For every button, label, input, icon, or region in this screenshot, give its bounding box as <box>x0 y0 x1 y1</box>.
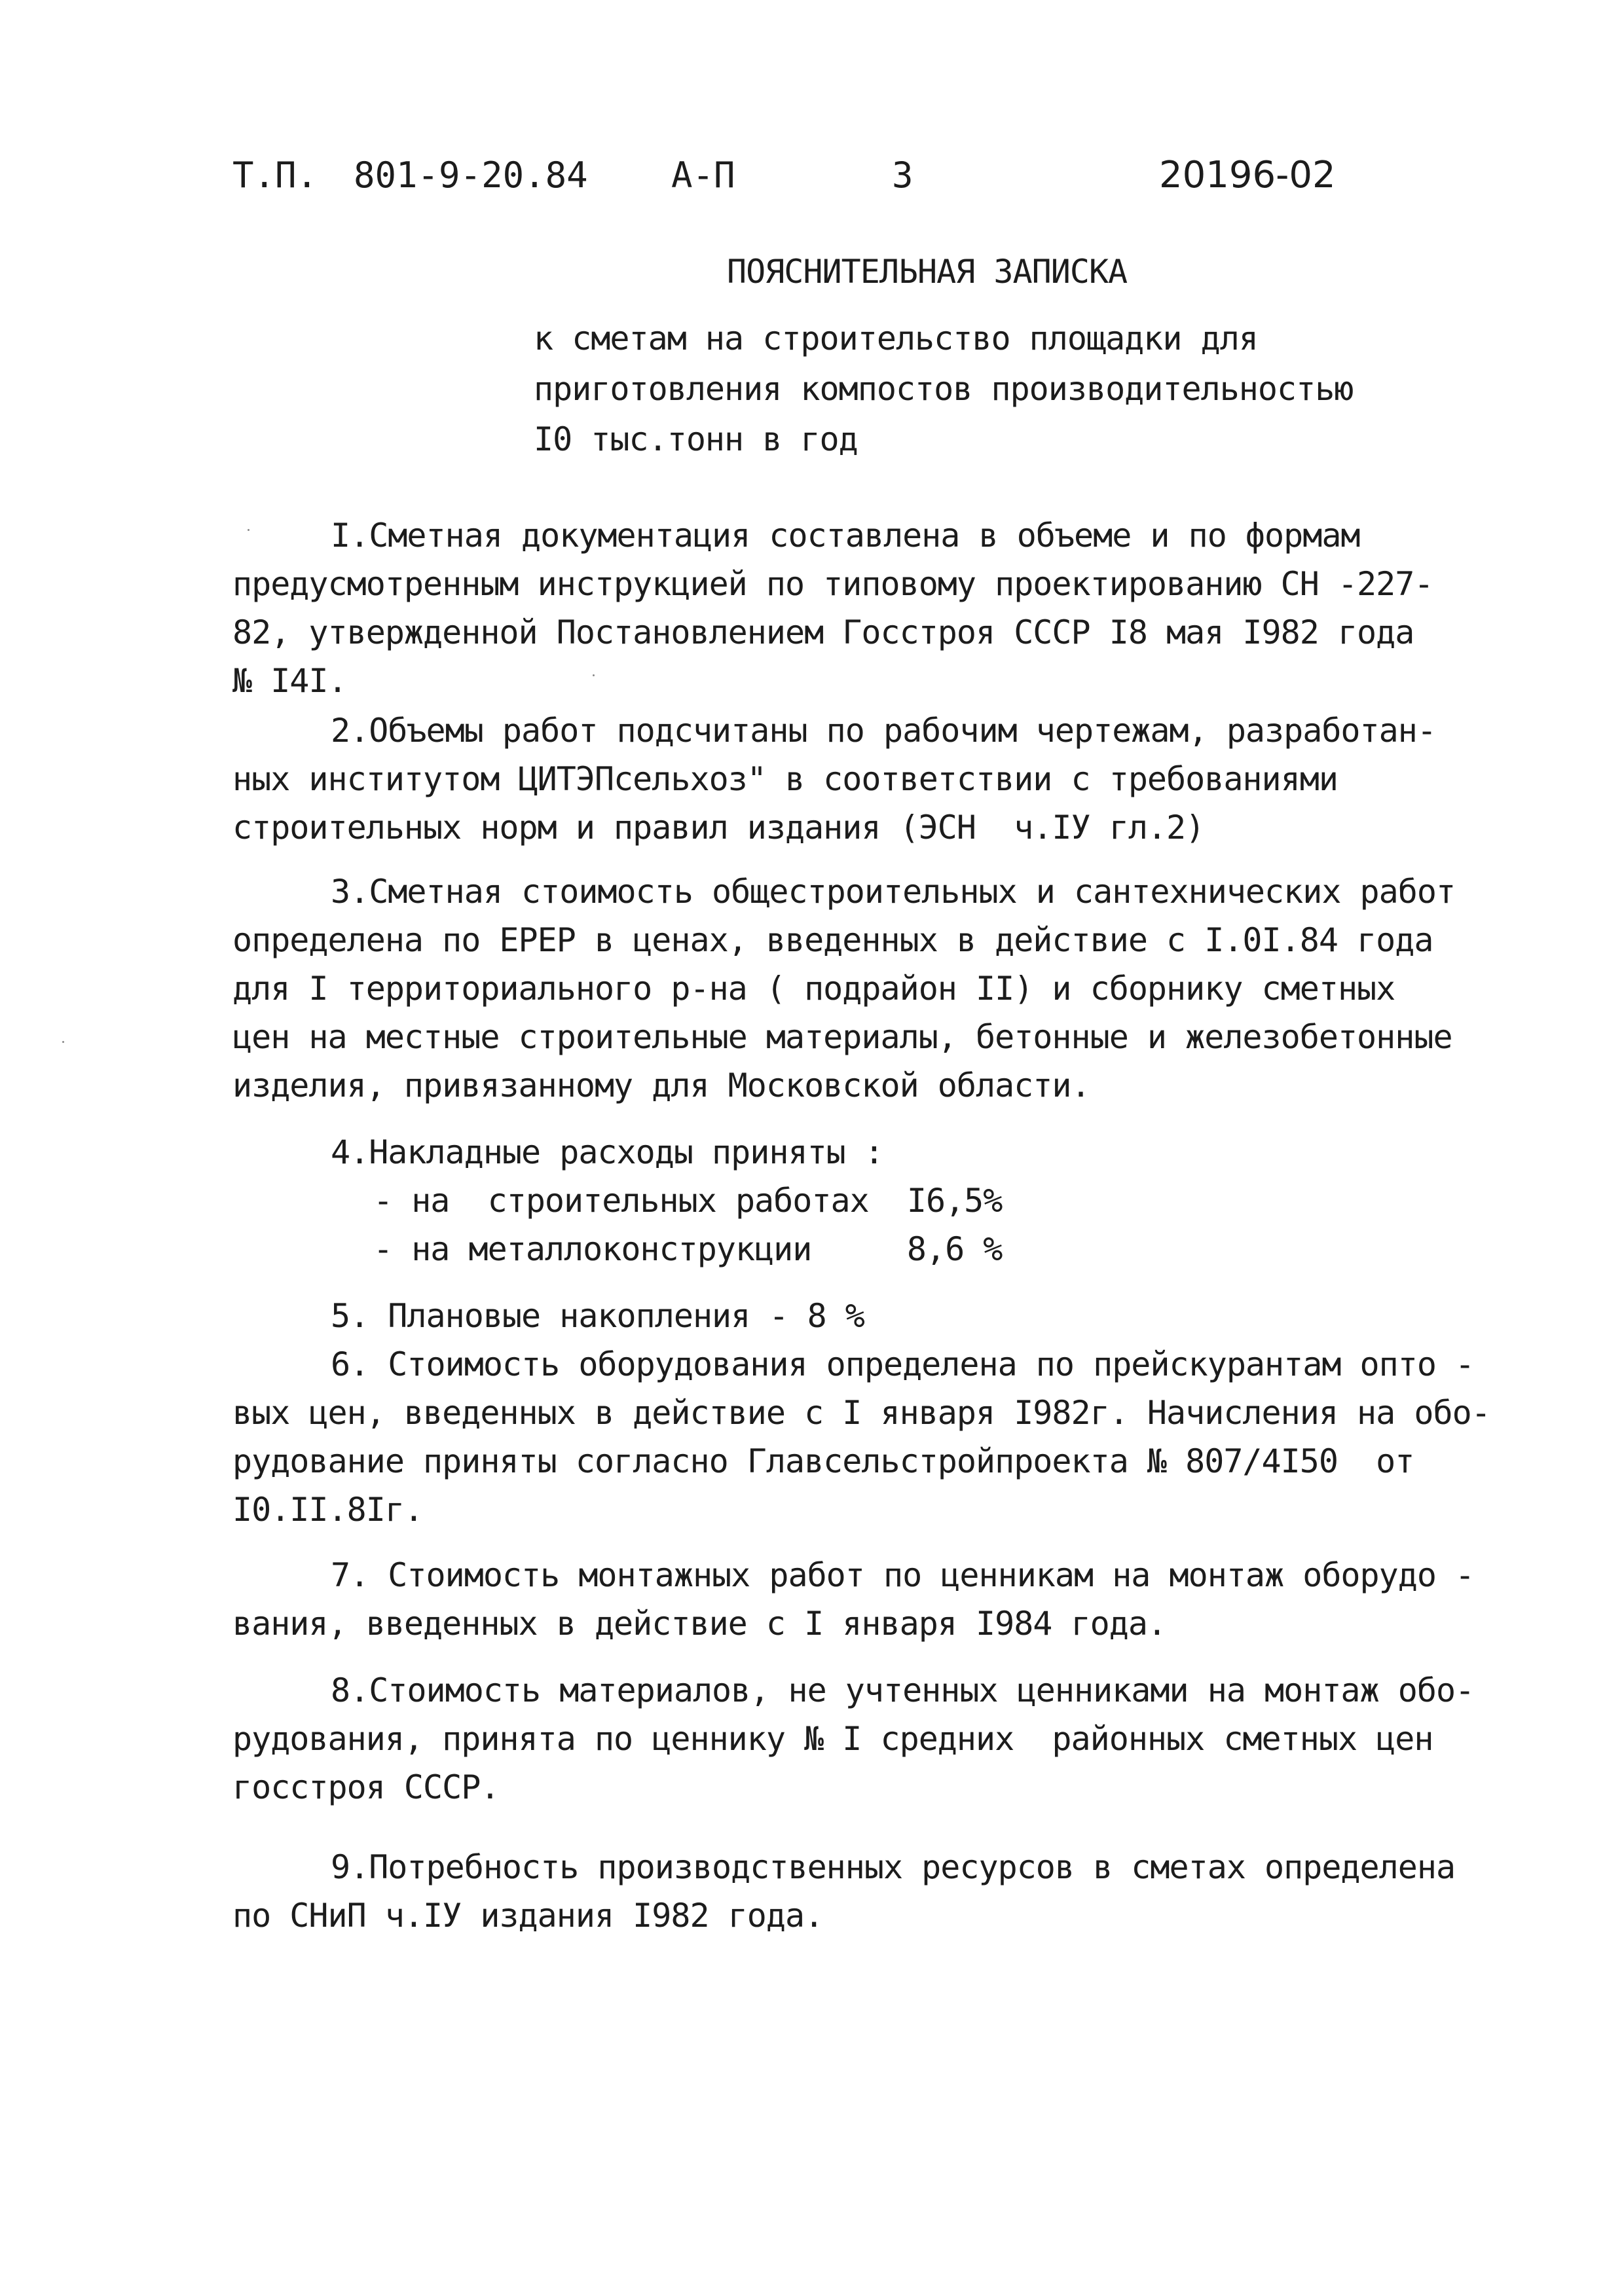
body-line: строительных норм и правил издания (ЭСН ч.IУ гл.2) <box>232 809 1205 847</box>
subtitle-line-3: I0 тыс.тонн в год <box>534 420 858 458</box>
body-line: - на металлоконструкции 8,6 % <box>373 1230 1003 1268</box>
registration-number: 20196-02 <box>1159 154 1336 196</box>
body-line: - на строительных работах I6,5% <box>373 1182 1003 1220</box>
scan-speck <box>62 1041 64 1043</box>
body-line: рудование приняты согласно Главсельстройпроекта № 807/4I50 от <box>232 1442 1414 1480</box>
body-line: вых цен, введенных в действие с I января I982г. Начисления на обо- <box>232 1394 1490 1432</box>
page-number: 3 <box>892 155 913 196</box>
scan-speck <box>593 674 595 676</box>
subtitle-line-2: приготовления компостов производительностью <box>534 370 1354 408</box>
body-line: 7. Стоимость монтажных работ по ценникам на монтаж оборудо - <box>331 1556 1475 1594</box>
doc-code: Т.П. <box>232 155 318 196</box>
body-line: 4.Накладные расходы приняты : <box>331 1133 883 1171</box>
body-line: I0.II.8Iг. <box>232 1491 424 1529</box>
scan-speck <box>248 529 249 531</box>
body-line: по СНиП ч.IУ издания I982 года. <box>232 1897 824 1935</box>
body-line: 3.Сметная стоимость общестроительных и сантехнических работ <box>331 873 1456 911</box>
body-line: 8.Стоимость материалов, не учтенных ценниками на монтаж обо- <box>331 1671 1475 1709</box>
body-line: 9.Потребность производственных ресурсов в сметах определена <box>331 1848 1456 1886</box>
album-label: А-П <box>671 155 735 196</box>
body-line: вания, введенных в действие с I января I984 года. <box>232 1605 1167 1643</box>
body-line: определена по ЕРЕР в ценах, введенных в действие с I.0I.84 года <box>232 921 1433 959</box>
body-line: 6. Стоимость оборудования определена по прейскурантам опто - <box>331 1345 1475 1383</box>
body-line: изделия, привязанному для Московской области. <box>232 1066 1090 1104</box>
body-line: № I4I. <box>232 662 347 700</box>
body-line: 82, утвержденной Постановлением Госстроя СССР I8 мая I982 года <box>232 613 1414 651</box>
body-line: для I территориального р-на ( подрайон II) и сборнику сметных <box>232 970 1395 1008</box>
body-line: ных институтом ЦИТЭПсельхоз" в соответствии с требованиями <box>232 760 1338 798</box>
project-number: 801-9-20.84 <box>354 155 588 196</box>
body-line: цен на местные строительные материалы, бетонные и железобетонные <box>232 1018 1452 1056</box>
body-line: рудования, принята по ценнику № I средних районных сметных цен <box>232 1720 1433 1758</box>
document-heading: ПОЯСНИТЕЛЬНАЯ ЗАПИСКА <box>727 253 1128 291</box>
body-line: предусмотренным инструкцией по типовому проектированию СН -227- <box>232 565 1433 603</box>
body-line: I.Сметная документация составлена в объеме и по формам <box>331 517 1360 555</box>
subtitle-line-1: к сметам на строительство площадки для <box>534 319 1258 357</box>
body-line: госстроя СССР. <box>232 1768 500 1806</box>
body-line: 5. Плановые накопления - 8 % <box>331 1297 864 1335</box>
body-line: 2.Объемы работ подсчитаны по рабочим чертежам, разработан- <box>331 712 1436 750</box>
